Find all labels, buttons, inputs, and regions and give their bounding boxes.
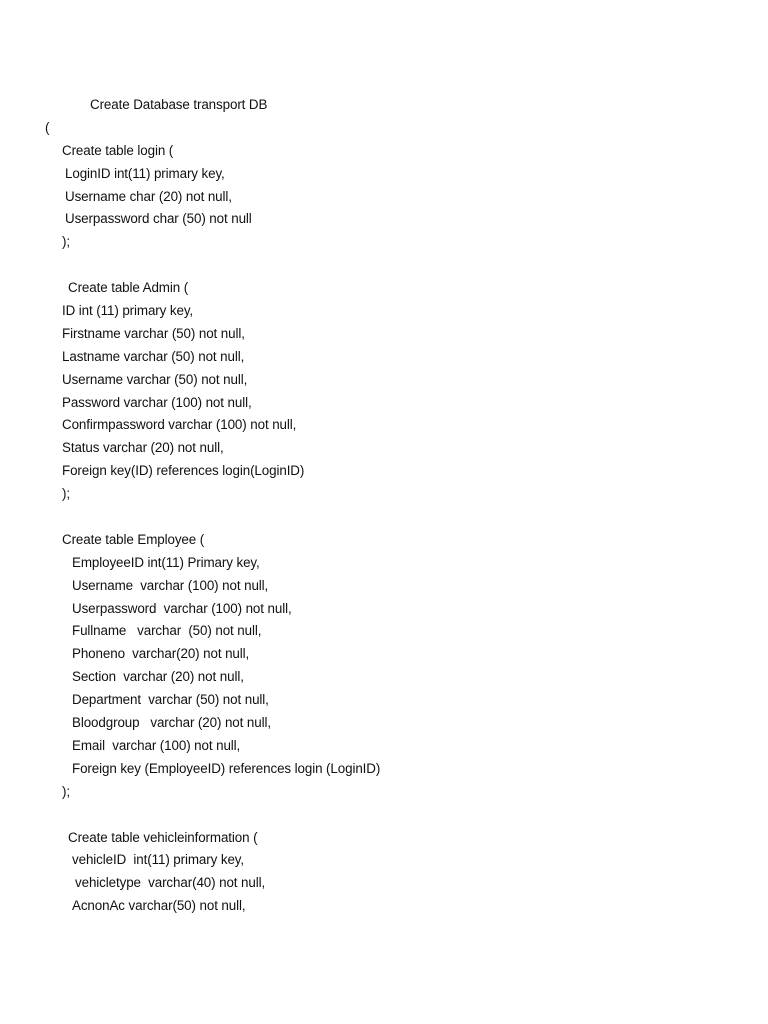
employee-column-line: EmployeeID int(11) Primary key, <box>72 554 260 570</box>
admin-column-line: Username varchar (50) not null, <box>62 371 248 387</box>
create-database-line: Create Database transport DB <box>90 97 268 112</box>
vehicle-column-line: vehicletype varchar(40) not null, <box>75 875 266 891</box>
employee-column-line: Fullname varchar (50) not null, <box>72 623 262 639</box>
employee-column-line: Phoneno varchar(20) not null, <box>72 646 250 662</box>
employee-column-line: Bloodgroup varchar (20) not null, <box>72 715 271 731</box>
close-statement-line: ); <box>62 486 70 502</box>
create-table-login-line: Create table login ( <box>62 142 174 158</box>
admin-column-line: Firstname varchar (50) not null, <box>62 325 245 341</box>
create-table-vehicleinformation-line: Create table vehicleinformation ( <box>68 829 258 845</box>
close-statement-line: ); <box>62 234 70 250</box>
create-table-employee-line: Create table Employee ( <box>62 531 205 547</box>
admin-column-line: Password varchar (100) not null, <box>62 394 252 410</box>
admin-column-line: ID int (11) primary key, <box>62 303 194 319</box>
employee-column-line: Username varchar (100) not null, <box>72 577 269 593</box>
employee-column-line: Userpassword varchar (100) not null, <box>72 600 292 616</box>
admin-foreign-key-line: Foreign key(ID) references login(LoginID) <box>62 463 305 479</box>
employee-foreign-key-line: Foreign key (EmployeeID) references login (LoginID) <box>72 760 381 776</box>
blank-line <box>0 506 768 529</box>
create-table-admin-line: Create table Admin ( <box>68 280 189 296</box>
admin-column-line: Status varchar (20) not null, <box>62 440 224 456</box>
open-paren-line: ( <box>45 119 50 135</box>
close-statement-line: ); <box>62 783 70 799</box>
employee-column-line: Section varchar (20) not null, <box>72 669 244 685</box>
admin-column-line: Lastname varchar (50) not null, <box>62 348 245 364</box>
login-column-line: Username char (20) not null, <box>65 188 232 204</box>
blank-line <box>0 804 768 827</box>
login-column-line: LoginID int(11) primary key, <box>65 165 225 181</box>
sql-script <box>0 94 768 918</box>
vehicle-column-line: vehicleID int(11) primary key, <box>72 852 245 868</box>
employee-column-line: Department varchar (50) not null, <box>72 692 269 708</box>
vehicle-column-line: AcnonAc varchar(50) not null, <box>72 898 246 914</box>
admin-column-line: Confirmpassword varchar (100) not null, <box>62 417 297 433</box>
employee-column-line: Email varchar (100) not null, <box>72 737 241 753</box>
login-column-line: Userpassword char (50) not null <box>65 211 252 227</box>
blank-line <box>0 254 768 277</box>
